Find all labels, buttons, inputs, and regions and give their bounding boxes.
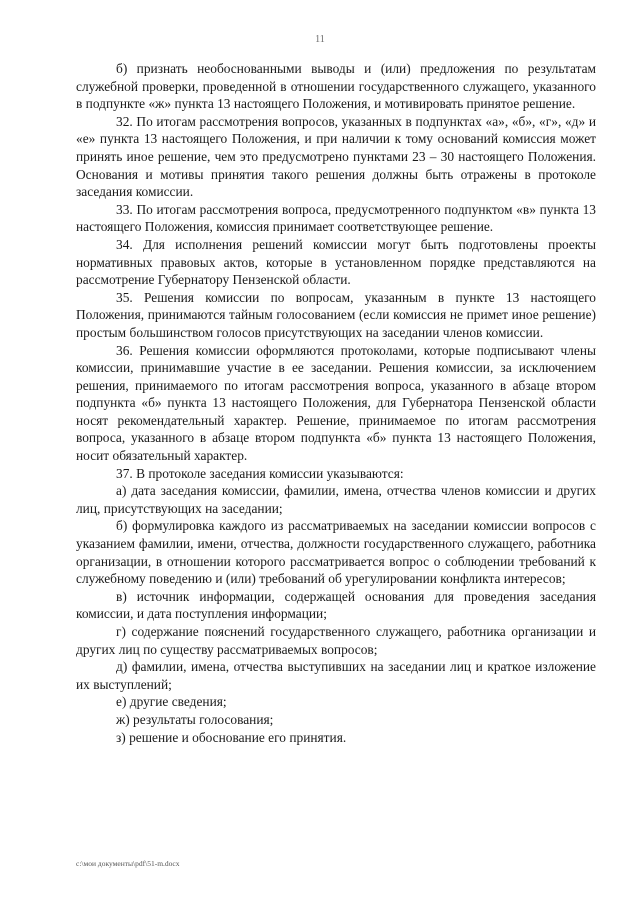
paragraph: 35. Решения комиссии по вопросам, указанным в пункте 13 настоящего Положения, принимаются тайным голосованием (если комиссия не примет иное решение) простым большинством голосов присутствующих на заседании членов комиссии. <box>76 289 596 340</box>
paragraph: в) источник информации, содержащей основания для проведения заседания комиссии, и дата поступления информации; <box>76 588 596 622</box>
paragraph: е) другие сведения; <box>116 694 227 710</box>
footer-file-path: c:\мои документы\pdf\51-m.docx <box>76 859 180 868</box>
paragraph: ж) результаты голосования; <box>116 711 274 727</box>
paragraph: б) признать необоснованными выводы и (или) предложения по результатам служебной проверки, проведенной в отношении государственного служащего, указанного в подпункте «ж» пункта 13 настоящего Положения, и мотивировать принятое решение. <box>76 61 596 112</box>
paragraph: з) решение и обоснование его принятия. <box>116 729 347 745</box>
paragraph: 32. По итогам рассмотрения вопросов, указанных в подпунктах «а», «б», «г», «д» и «е» пункта 13 настоящего Положения, и при наличии к тому оснований комиссия может принять иное решение, чем это предусмотрено пунктами 23 – 30 настоящего Положения. Основания и мотивы принятия такого решения должны быть отражены в протоколе заседания комиссии. <box>76 113 596 200</box>
paragraph: 34. Для исполнения решений комиссии могут быть подготовлены проекты нормативных правовых актов, которые в установленном порядке представляются на рассмотрение Губернатору Пензенской области. <box>76 236 596 288</box>
paragraph: 37. В протоколе заседания комиссии указываются: <box>116 465 404 481</box>
document-body <box>76 60 596 746</box>
paragraph: д) фамилии, имена, отчества выступивших на заседании лиц и краткое изложение их выступлений; <box>76 659 596 692</box>
paragraph: а) дата заседания комиссии, фамилии, имена, отчества членов комиссии и других лиц, присутствующих на заседании; <box>76 483 596 516</box>
page-number: 11 <box>315 34 325 45</box>
paragraph: 33. По итогам рассмотрения вопроса, предусмотренного подпунктом «в» пункта 13 настоящего Положения, комиссия принимает соответствующее решение. <box>76 201 596 235</box>
paragraph: б) формулировка каждого из рассматриваемых на заседании комиссии вопросов с указанием фамилии, имени, отчества, должности государственного служащего, работника организации, в отношении которого рассматривается вопрос о соблюдении требований к служебному поведению и (или) требований об урегулировании конфликта интересов; <box>76 518 596 587</box>
paragraph: г) содержание пояснений государственного служащего, работника организации и других лиц по существу рассматриваемых вопросов; <box>76 624 596 657</box>
paragraph: 36. Решения комиссии оформляются протоколами, которые подписывают члены комиссии, принимавшие участие в ее заседании. Решения комиссии, за исключением решения, принимаемого по итогам рассмотрения вопроса, указанного в абзаце втором подпункта «б» пункта 13 настоящего Положения, для Губернатора Пензенской области носят рекомендательный характер. Решение, принимаемое по итогам рассмотрения вопроса, указанного в абзаце втором подпункта «б» пункта 13 настоящего Положения, носит обязательный характер. <box>76 342 596 464</box>
